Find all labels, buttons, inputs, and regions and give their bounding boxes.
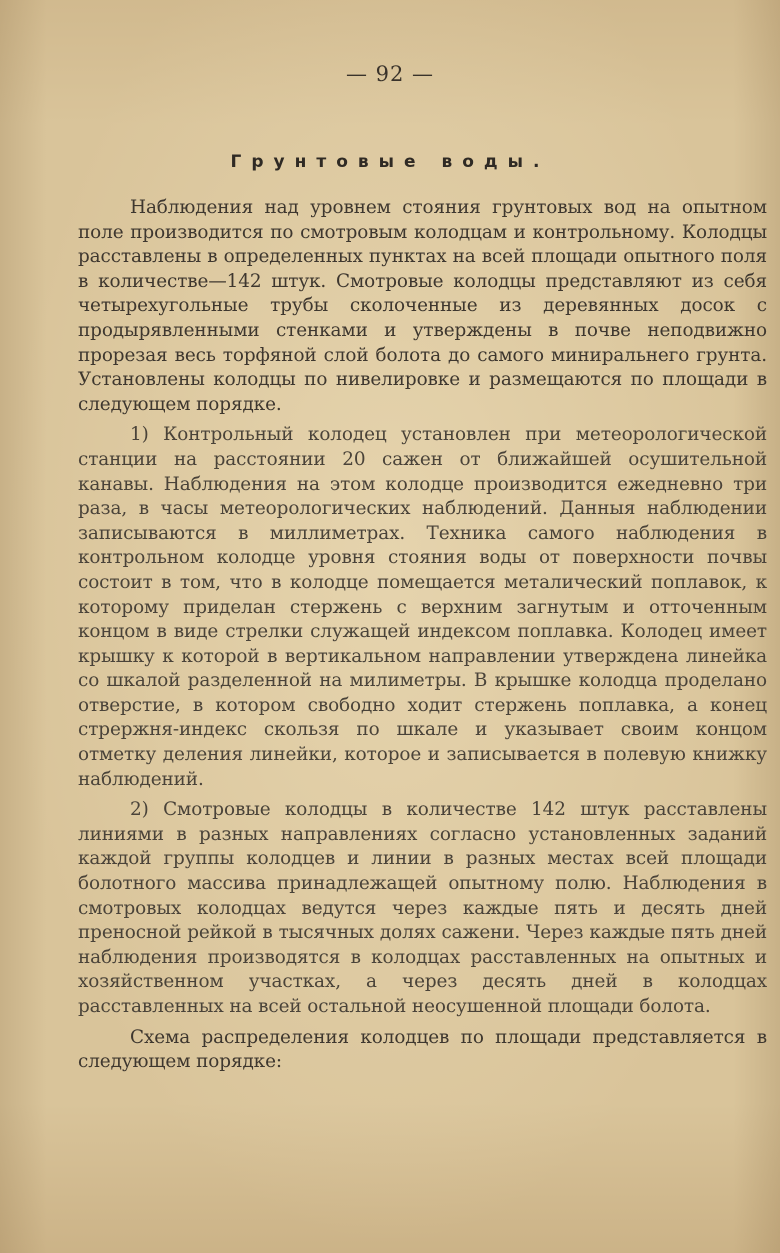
paragraph-intro: Наблюдения над уровнем стояния грунтовых вод на опытном поле производится по смотровым колодцам и контрольному. Колодцы расставлены в определенных пунктах на всей площади опытного поля в количестве—142 штук. Смотровые колодцы представляют из себя четырехугольные трубы сколоченные из деревянных досок с продырявленными стенками и утверждены в почве неподвижно прорезая весь торфяной слой болота до самого миниральнего грунта. Установлены колодцы по нивелировке и размещаются по площади в следующем порядке. <box>78 197 767 415</box>
paragraph-scheme: Схема распределения колодцев по площади представляется в следующем порядке: <box>78 1026 767 1073</box>
body-text <box>78 196 767 1081</box>
paragraph-inspection-wells: 2) Смотровые колодцы в количестве 142 штук расставлены линиями в разных направлениях согласно установленных заданий каждой группы колодцев и линии в разных местах всей площади болотного массива принадлежащей опытному полю. Наблюдения в смотровых колодцах ведутся через каждые пять и десять дней преносной рейкой в тысячных долях сажени. Через каждые пять дней наблюдения производятся в колодцах расставленных на опытных и хозяйственном участках, а через десять дней в колодцах расставленных на всей остальной неосушенной площади болота. <box>78 799 767 1017</box>
page-number: — 92 — <box>345 62 435 86</box>
section-heading: Грунтовые воды. <box>230 152 550 172</box>
paragraph-control-well: 1) Контрольный колодец установлен при метеорологической станции на расстоянии 20 сажен от ближайшей осушительной канавы. Наблюдения на этом колодце производится ежедневно три раза, в часы метеорологических наблюдений. Данныя наблюдении записываются в миллиметрах. Техника самого наблюдения в контрольном колодце уровня стояния воды от поверхности почвы состоит в том, что в колодце помещается металический поплавок, к которому приделан стержень с верхним загнутым и отточенным концом в виде стрелки служащей индексом поплавка. Колодец имеет крышку к которой в вертикальном направлении утверждена линейка со шкалой разделенной на милиметры. В крышке колодца проделано отверстие, в котором свободно ходит стержень поплавка, а конец стрержня-индекс скользя по шкале и указывает своим концом отметку деления линейки, которое и записывается в полевую книжку наблюдений. <box>78 424 767 790</box>
